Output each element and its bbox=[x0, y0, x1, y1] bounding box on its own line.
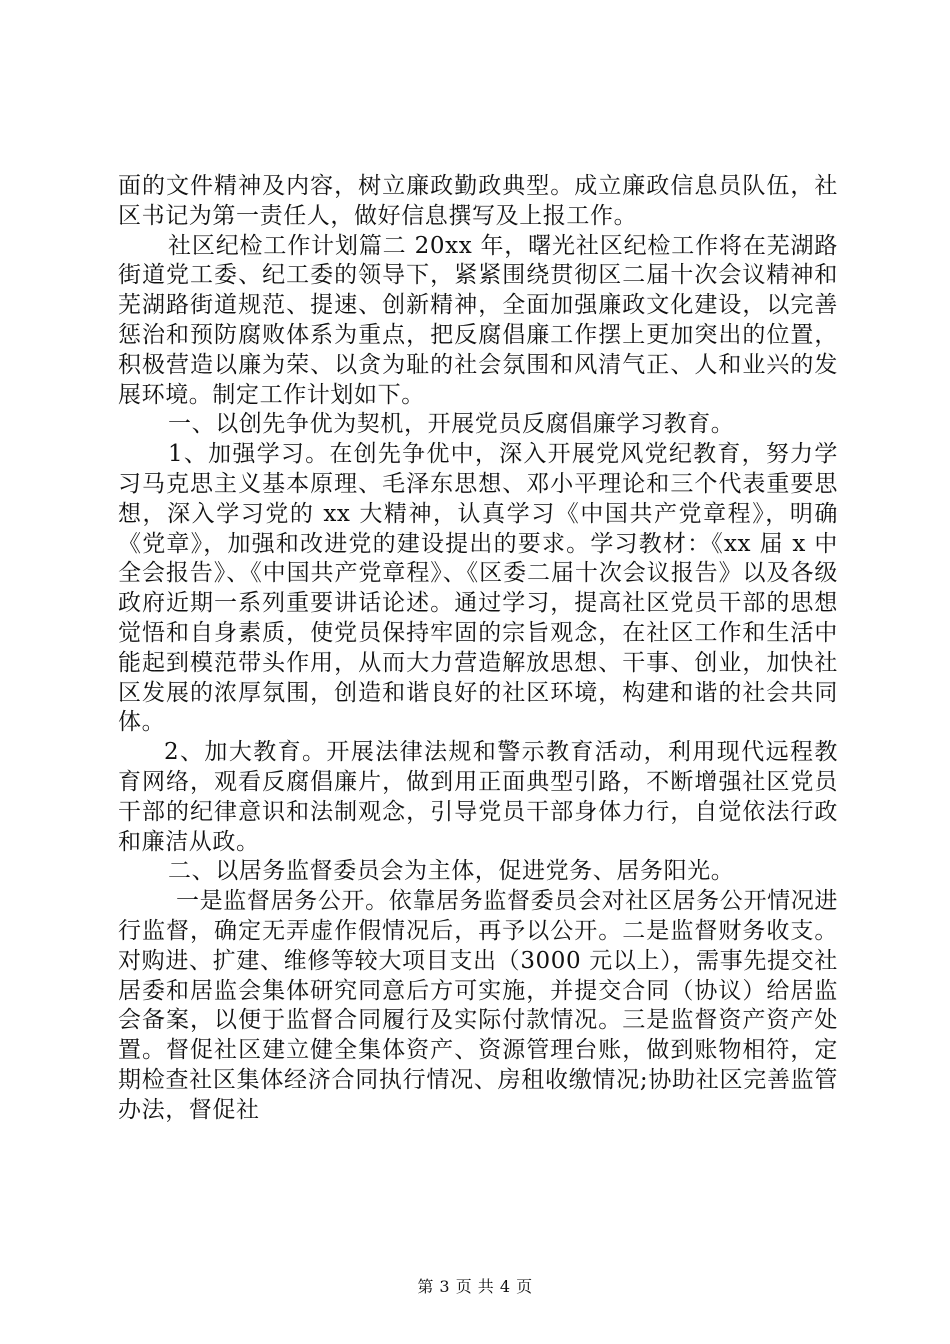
page-footer: 第 3 页 共 4 页 bbox=[417, 1277, 533, 1296]
paragraph-continuation: 面的文件精神及内容，树立廉政勤政典型。成立廉政信息员队伍，社区书记为第一责任人，做好信息撰写及上报工作。 bbox=[118, 173, 838, 229]
paragraph-increase-education: 2、加大教育。开展法律法规和警示教育活动，利用现代远程教育网络，观看反腐倡廉片，做到用正面典型引路，不断增强社区党员干部的纪律意识和法制观念，引导党员干部身体力行，自觉依法行政和廉洁从政。 bbox=[118, 739, 838, 855]
paragraph-plan-intro: 社区纪检工作计划篇二 20xx 年，曙光社区纪检工作将在芜湖路街道党工委、纪工委的领导下，紧紧围绕贯彻区二届十次会议精神和芜湖路街道规范、提速、创新精神，全面加强廉政文化建设，以完善惩治和预防腐败体系为重点，把反腐倡廉工作摆上更加突出的位置，积极营造以廉为荣、以贪为耻的社会氛围和风清气正、人和业兴的发展环境。制定工作计划如下。 bbox=[118, 232, 838, 408]
heading-section-one: 一、以创先争优为契机，开展党员反腐倡廉学习教育。 bbox=[168, 411, 735, 438]
document-body bbox=[118, 172, 838, 1126]
heading-section-two: 二、以居务监督委员会为主体，促进党务、居务阳光。 bbox=[168, 858, 735, 885]
paragraph-supervision: 一是监督居务公开。依靠居务监督委员会对社区居务公开情况进行监督，确定无弄虚作假情况后，再予以公开。二是监督财务收支。对购进、扩建、维修等较大项目支出（3000 元以上），需事先提交社居委和居监会集体研究同意后方可实施，并提交合同（协议）给居监会备案，以便于监督合同履行及实际付款情况。三是监督资产资产处置。督促社区建立健全集体资产、资源管理台账，做到账物相符，定期检查社区集体经济合同执行情况、房租收缴情况;协助社区完善监管办法，督促社 bbox=[118, 888, 838, 1123]
paragraph-strengthen-study: 1、加强学习。在创先争优中，深入开展党风党纪教育，努力学习马克思主义基本原理、毛泽东思想、邓小平理论和三个代表重要思想，深入学习党的 xx 大精神，认真学习《中国共产党章程》，明确《党章》，加强和改进党的建设提出的要求。学习教材：《xx 届 x 中全会报告》、《中国共产党章程》、《区委二届十次会议报告》以及各级政府近期一系列重要讲话论述。通过学习，提高社区党员干部的思想觉悟和自身素质，使党员保持牢固的宗旨观念，在社区工作和生活中能起到模范带头作用，从而大力营造解放思想、干事、创业，加快社区发展的浓厚氛围，创造和谐良好的社区环境，构建和谐的社会共同体。 bbox=[118, 441, 838, 736]
